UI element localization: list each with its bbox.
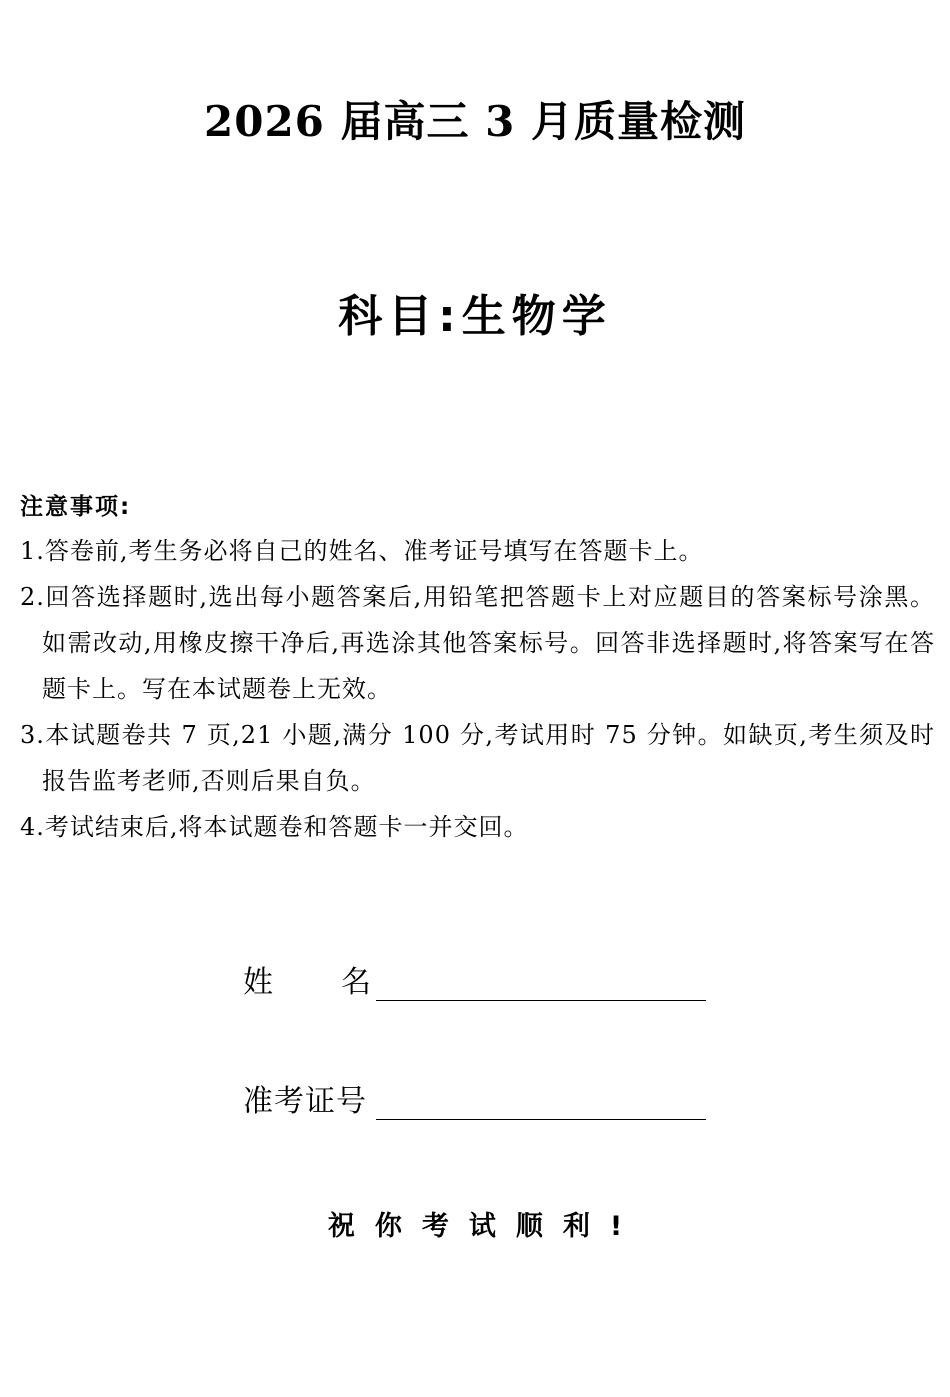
notice-item: 4.考试结束后,将本试题卷和答题卡一并交回。 — [20, 813, 529, 841]
exam-id-field — [243, 1077, 713, 1127]
name-field — [243, 958, 713, 1008]
name-label: 姓名 — [243, 965, 439, 1000]
notice-heading: 注意事项: — [20, 494, 132, 520]
good-luck-message: 祝你考试顺利! — [327, 1211, 643, 1242]
exam-subject: 科目:生物学 — [338, 291, 612, 342]
notice-item: 2.回答选择题时,选出每小题答案后,用铅笔把答题卡上对应题目的答案标号涂黑。如需改动,用橡皮擦干净后,再选涂其他答案标号。回答非选择题时,将答案写在答题卡上。写在本试题卷上无效。 — [20, 583, 935, 703]
notice-item: 1.答卷前,考生务必将自己的姓名、准考证号填写在答题卡上。 — [20, 537, 704, 565]
notice-section — [20, 490, 935, 850]
name-blank-line[interactable] — [376, 1000, 706, 1001]
notice-item: 3.本试题卷共 7 页,21 小题,满分 100 分,考试用时 75 分钟。如缺页,考生须及时报告监考老师,否则后果自负。 — [20, 721, 935, 795]
exam-id-label: 准考证号 — [243, 1084, 367, 1119]
exam-title: 2026 届高三 3 月质量检测 — [204, 97, 746, 146]
exam-id-blank-line[interactable] — [376, 1119, 706, 1120]
notice-list — [20, 528, 935, 850]
